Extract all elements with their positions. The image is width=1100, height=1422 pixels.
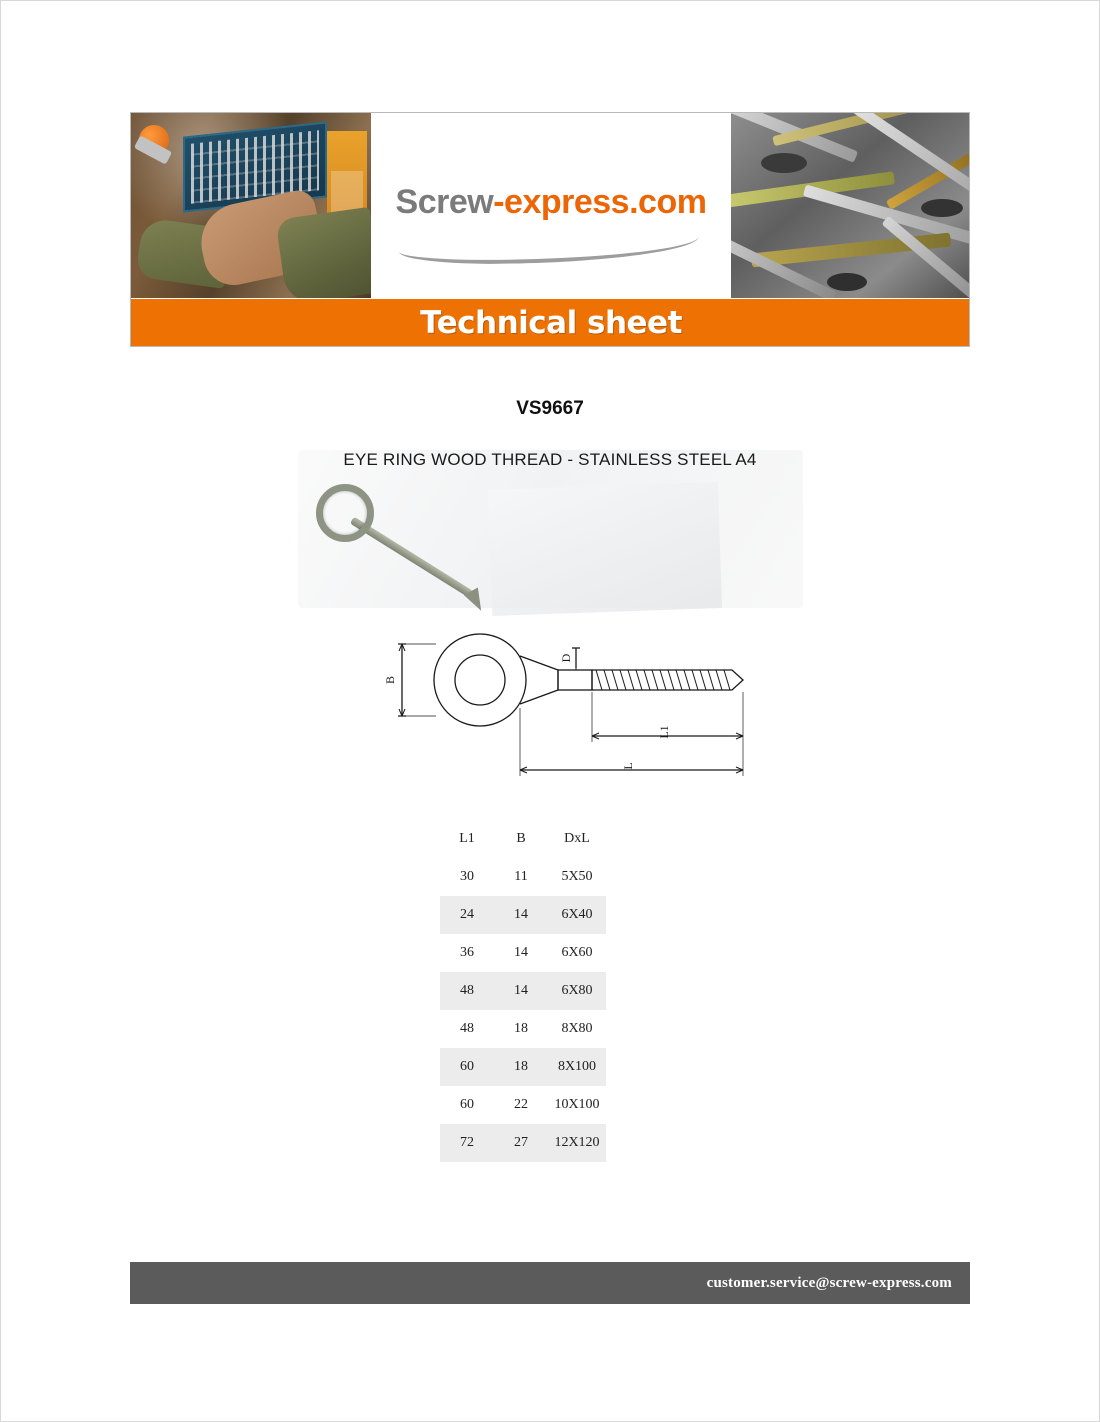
cell-l1: 60 xyxy=(440,1048,494,1086)
decorative-shape xyxy=(275,207,371,298)
table-row xyxy=(440,934,606,972)
cell-b: 14 xyxy=(494,972,548,1010)
cell-b: 18 xyxy=(494,1010,548,1048)
drawing-label-b: B xyxy=(383,675,397,685)
cell-dxl: 6X80 xyxy=(548,972,606,1010)
cell-b: 14 xyxy=(494,896,548,934)
cell-l1: 30 xyxy=(440,858,494,896)
table-row xyxy=(440,858,606,896)
logo-swoosh-icon xyxy=(399,222,700,265)
cell-b: 14 xyxy=(494,934,548,972)
product-title: EYE RING WOOD THREAD - STAINLESS STEEL A4 xyxy=(343,450,757,469)
page-footer xyxy=(130,1262,970,1304)
decorative-shape xyxy=(921,199,963,217)
cell-dxl: 6X60 xyxy=(548,934,606,972)
footer-email[interactable]: customer.service@screw-express.com xyxy=(706,1275,952,1291)
decorative-shape xyxy=(827,273,867,291)
column-header-dxl: DxL xyxy=(548,820,606,858)
cell-dxl: 12X120 xyxy=(548,1124,606,1162)
screws-pile-photo xyxy=(731,113,969,298)
table-row xyxy=(440,896,606,934)
column-header-b: B xyxy=(494,820,548,858)
product-reference: VS9667 xyxy=(516,398,584,419)
cell-dxl: 10X100 xyxy=(548,1086,606,1124)
table-header-row xyxy=(440,820,606,858)
cell-dxl: 6X40 xyxy=(548,896,606,934)
technical-drawing xyxy=(380,618,780,808)
table-row xyxy=(440,972,606,1010)
cell-dxl: 8X80 xyxy=(548,1010,606,1048)
cell-l1: 36 xyxy=(440,934,494,972)
cell-dxl: 8X100 xyxy=(548,1048,606,1086)
logo-primary-text: Screw xyxy=(395,183,494,221)
table-row xyxy=(440,1048,606,1086)
cell-l1: 72 xyxy=(440,1124,494,1162)
cell-b: 18 xyxy=(494,1048,548,1086)
cell-l1: 24 xyxy=(440,896,494,934)
table-row xyxy=(440,1124,606,1162)
specification-table xyxy=(440,820,606,1162)
technical-sheet-banner xyxy=(130,299,970,347)
cell-b: 27 xyxy=(494,1124,548,1162)
logo-secondary-text: -express.com xyxy=(493,183,707,221)
cell-dxl: 5X50 xyxy=(548,858,606,896)
cell-b: 22 xyxy=(494,1086,548,1124)
page-header xyxy=(130,112,970,347)
drawing-label-l: L xyxy=(621,762,635,770)
decorative-shape xyxy=(731,235,837,298)
table-row xyxy=(440,1086,606,1124)
drawing-label-d: D xyxy=(559,653,573,663)
workbench-screws-photo xyxy=(131,113,371,298)
decorative-shape xyxy=(488,482,722,616)
banner-title: Technical sheet xyxy=(420,305,682,341)
decorative-shape xyxy=(316,484,374,542)
decorative-shape xyxy=(761,153,807,173)
drawing-label-l1: L1 xyxy=(657,725,671,739)
cell-l1: 48 xyxy=(440,1010,494,1048)
cell-b: 11 xyxy=(494,858,548,896)
column-header-l1: L1 xyxy=(440,820,494,858)
site-logo[interactable] xyxy=(371,113,731,298)
cell-l1: 60 xyxy=(440,1086,494,1124)
header-banner-images xyxy=(130,112,970,299)
table-row xyxy=(440,1010,606,1048)
cell-l1: 48 xyxy=(440,972,494,1010)
